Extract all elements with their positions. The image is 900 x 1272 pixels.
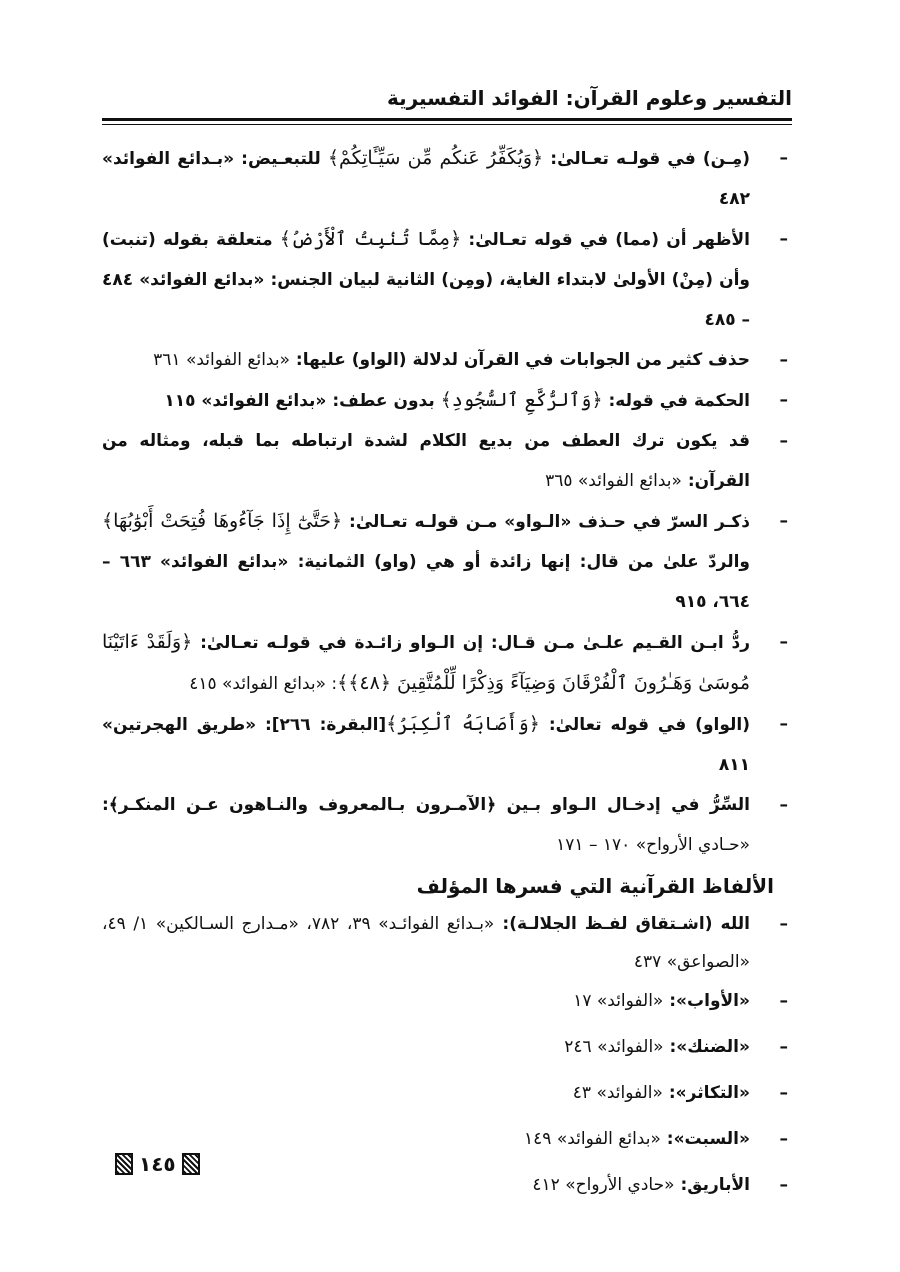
list-bullet: – xyxy=(779,991,788,1011)
list-bullet: – xyxy=(779,148,788,168)
entry-ref: «الفوائد» ٢٤٦ xyxy=(564,1037,664,1057)
entry-lead: «الضنك»: xyxy=(663,1037,750,1057)
list-bullet: – xyxy=(779,1083,788,1103)
quran-verse: ﴿وَيُكَفِّرُ عَنكُم مِّن سَيِّـَٔاتِكُمْ﴾ xyxy=(327,147,544,169)
list-bullet: – xyxy=(779,1175,788,1195)
entry-ref: متعلقة بقوله (تنبت) وأن (مِنْ) الأولىٰ لابتداء الغاية، (ومِن) الثانية لبيان الجنس: «بدائع الفوائد» ٤٨٤ – ٤٨٥ xyxy=(102,230,750,330)
list-item xyxy=(102,785,792,865)
list-item xyxy=(102,1119,792,1159)
list-bullet: – xyxy=(779,795,788,815)
list-item xyxy=(102,421,792,501)
entry-lead: (الواو) في قوله تعالىٰ: xyxy=(539,715,750,735)
quran-verse: ﴿وَٱلرُّكَّعِ ٱلسُّجُودِ﴾ xyxy=(440,389,603,411)
entry-lead: (مِـن) في قولـه تعـالىٰ: xyxy=(543,149,751,169)
list-item xyxy=(102,622,792,704)
entry-ref: «الفوائد» ١٧ xyxy=(573,991,664,1011)
list-bullet: – xyxy=(779,714,788,734)
entry-ref: «بدائع الفوائد» ٣٦١ xyxy=(153,350,290,370)
quran-verse: ﴿حَتَّىٰٓ إِذَا جَآءُوهَا فُتِحَتْ أَبْوَٰبُهَا﴾ xyxy=(102,510,343,532)
list-bullet: – xyxy=(779,1037,788,1057)
page-footer xyxy=(115,1150,200,1178)
running-header-title: التفسير وعلوم القرآن: الفوائد التفسيرية xyxy=(386,86,792,110)
list-item xyxy=(102,1165,792,1205)
list-bullet: – xyxy=(779,229,788,249)
entry-lead: ذكـر السرّ في حـذف «الـواو» مـن قولـه تعـالىٰ: xyxy=(342,512,750,532)
page-ornament-icon xyxy=(182,1153,200,1175)
entry-lead: ردُّ ابـن القـيم علـىٰ مـن قـال: إن الـواو زائـدة في قولـه تعـالىٰ: xyxy=(192,633,750,653)
list-bullet: – xyxy=(779,390,788,410)
entry-ref: «بـدائع الفوائـد» ٣٩، ٧٨٢، «مـدارج السـالكين» ١/ ٤٩، «الصواعق» ٤٣٧ xyxy=(102,914,750,972)
list-item xyxy=(102,981,792,1021)
page-number: ١٤٥ xyxy=(139,1152,176,1176)
list-bullet: – xyxy=(779,632,788,652)
entry-ref: للتبعـيض: «بـدائع الفوائد» ٤٨٢ xyxy=(102,149,750,209)
entry-ref: «بدائع الفوائد» ٣٦٥ xyxy=(545,471,682,491)
list-bullet: – xyxy=(779,511,788,531)
entry-ref: «بدائع الفوائد» ١٤٩ xyxy=(524,1129,661,1149)
quran-verse: ﴿وَلَقَدْ ءَاتَيْنَا مُوسَىٰ وَهَـٰرُونَ ٱلْفُرْقَانَ وَضِيَآءً وَذِكْرًا لِّلْمُتَّقِينَ ﴿٤٨﴾﴾ xyxy=(102,631,750,694)
page-body xyxy=(102,138,792,1211)
entry-lead: «السبت»: xyxy=(660,1129,750,1149)
entry-lead: الحكمة في قوله: xyxy=(602,391,750,411)
list-bullet: – xyxy=(779,914,788,934)
list-item xyxy=(102,905,792,981)
entry-ref: «الفوائد» ٤٣ xyxy=(572,1083,663,1103)
list-item xyxy=(102,138,792,219)
entry-lead: قد يكون ترك العطف من بديع الكلام لشدة ارتباطه بما قبله، ومثاله من القرآن: xyxy=(102,431,750,491)
list-item xyxy=(102,219,792,340)
list-bullet: – xyxy=(779,431,788,451)
entry-ref: «حادي الأرواح» ٤١٢ xyxy=(532,1175,675,1195)
entry-ref: بدون عطف: «بدائع الفوائد» ١١٥ xyxy=(164,391,441,411)
list-item xyxy=(102,1027,792,1067)
entry-ref: [البقرة: ٢٦٦]: «طريق الهجرتين» ٨١١ xyxy=(102,715,750,775)
entry-ref: «حـادي الأرواح» ١٧٠ – ١٧١ xyxy=(556,835,750,855)
list-item xyxy=(102,340,792,380)
page-ornament-icon xyxy=(115,1153,133,1175)
entry-lead: الأباريق: xyxy=(674,1175,750,1195)
entry-lead: الأظهر أن (مما) في قوله تعـالىٰ: xyxy=(461,230,750,250)
entry-lead: حذف كثير من الجوابات في القرآن لدلالة (الواو) عليها: xyxy=(290,350,750,370)
quran-verse: ﴿وَأَصَابَهُ ٱلْكِبَرُ﴾ xyxy=(386,713,540,735)
entry-lead: «التكاثر»: xyxy=(662,1083,750,1103)
header-rule-thin xyxy=(102,124,792,125)
entry-ref: : «بدائع الفوائد» ٤١٥ xyxy=(189,674,338,694)
quran-verse: ﴿مِمَّا تُنۢبِتُ ٱلْأَرْضُ﴾ xyxy=(279,228,462,250)
list-item xyxy=(102,501,792,622)
entry-lead: الله (اشـتقاق لفـظ الجلالـة): xyxy=(494,914,751,934)
entry-lead: «الأواب»: xyxy=(663,991,750,1011)
header-rule xyxy=(102,118,792,121)
entry-lead: السِّرُّ في إدخـال الـواو بـين ﴿الآمـرون بـالمعروف والنـاهون عـن المنكـر﴾: xyxy=(102,795,750,815)
list-item xyxy=(102,704,792,785)
list-bullet: – xyxy=(779,1129,788,1149)
entry-ref: والردّ علىٰ من قال: إنها زائدة أو هي (واو) الثمانية: «بدائع الفوائد» ٦٦٣ – ٦٦٤، ٩١٥ xyxy=(102,552,750,612)
section-heading: الألفاظ القرآنية التي فسرها المؤلف xyxy=(416,874,774,898)
list-bullet: – xyxy=(779,350,788,370)
list-item xyxy=(102,1073,792,1113)
list-item xyxy=(102,380,792,421)
